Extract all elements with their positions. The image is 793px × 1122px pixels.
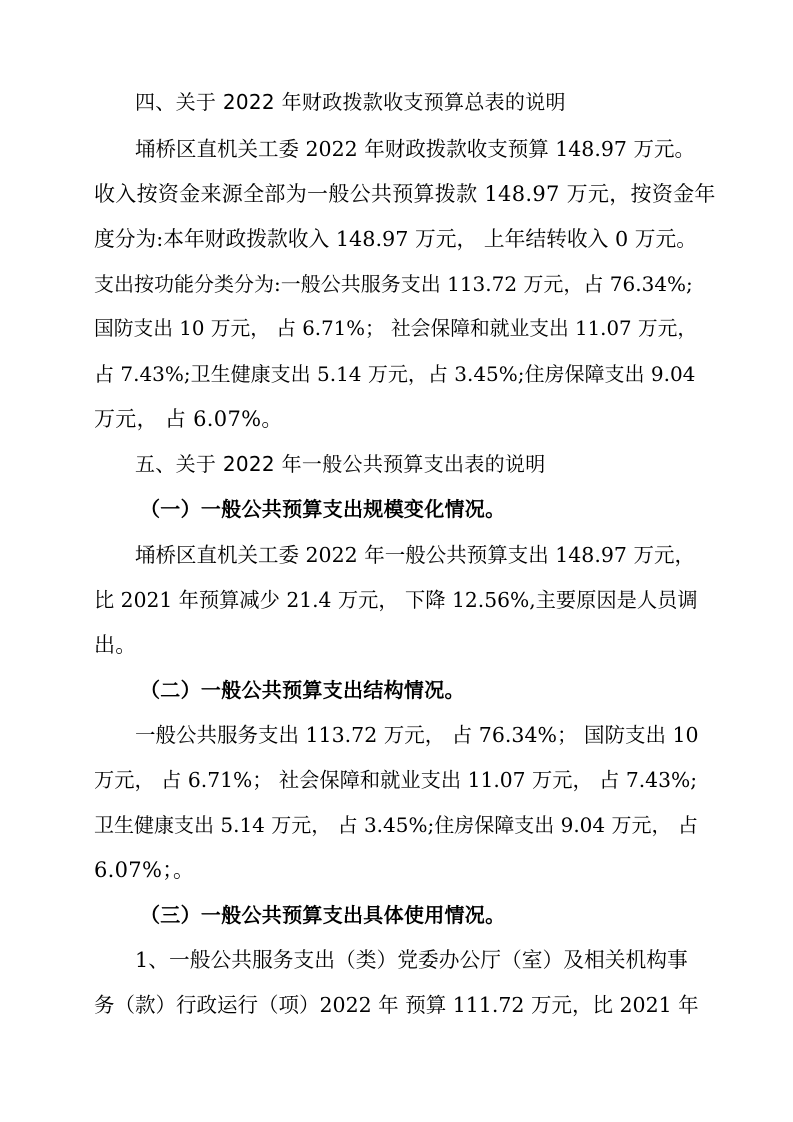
paragraph-line: 万元， 占 6.07%。 [94,407,283,431]
paragraph-line: 埇桥区直机关工委 2022 年财政拨款收支预算 148.97 万元。 [135,137,695,161]
paragraph-line: 度分为:本年财政拨款收入 148.97 万元， 上年结转收入 0 万元。 [94,227,698,251]
subsection-1-title: （一）一般公共预算支出规模变化情况。 [140,497,506,521]
paragraph-line: 万元， 占 6.71%； 社会保障和就业支出 11.07 万元， 占 7.43%; [94,768,698,792]
paragraph-line: 出。 [94,633,137,657]
paragraph-line: 卫生健康支出 5.14 万元， 占 3.45%;住房保障支出 9.04 万元， 占 [94,813,698,837]
subsection-2-title: （二）一般公共预算支出结构情况。 [140,678,465,702]
paragraph-line: 收入按资金来源全部为一般公共预算拨款 148.97 万元，按资金年 [94,182,716,206]
paragraph-line: 6.07%；。 [94,858,195,882]
paragraph-line: 埇桥区直机关工委 2022 年一般公共预算支出 148.97 万元， [135,543,695,567]
paragraph-line: 支出按功能分类分为:一般公共服务支出 113.72 万元，占 76.34%; [94,272,693,296]
subsection-3-title: （三）一般公共预算支出具体使用情况。 [140,903,506,927]
paragraph-line: 务（款）行政运行（项）2022 年 预算 111.72 万元，比 2021 年 [94,993,699,1017]
paragraph-line: 一般公共服务支出 113.72 万元， 占 76.34%； 国防支出 10 [135,723,699,747]
paragraph-line: 国防支出 10 万元， 占 6.71%； 社会保障和就业支出 11.07 万元， [94,317,698,340]
section-4-heading: 四、关于 2022 年财政拨款收支预算总表的说明 [135,90,566,114]
paragraph-line: 比 2021 年预算减少 21.4 万元， 下降 12.56%,主要原因是人员调 [94,588,698,612]
paragraph-line: 1、一般公共服务支出（类）党委办公厅（室）及相关机构事 [135,948,688,972]
section-5-heading: 五、关于 2022 年一般公共预算支出表的说明 [135,452,546,476]
paragraph-line: 占 7.43%;卫生健康支出 5.14 万元，占 3.45%;住房保障支出 9.04 [94,362,696,386]
